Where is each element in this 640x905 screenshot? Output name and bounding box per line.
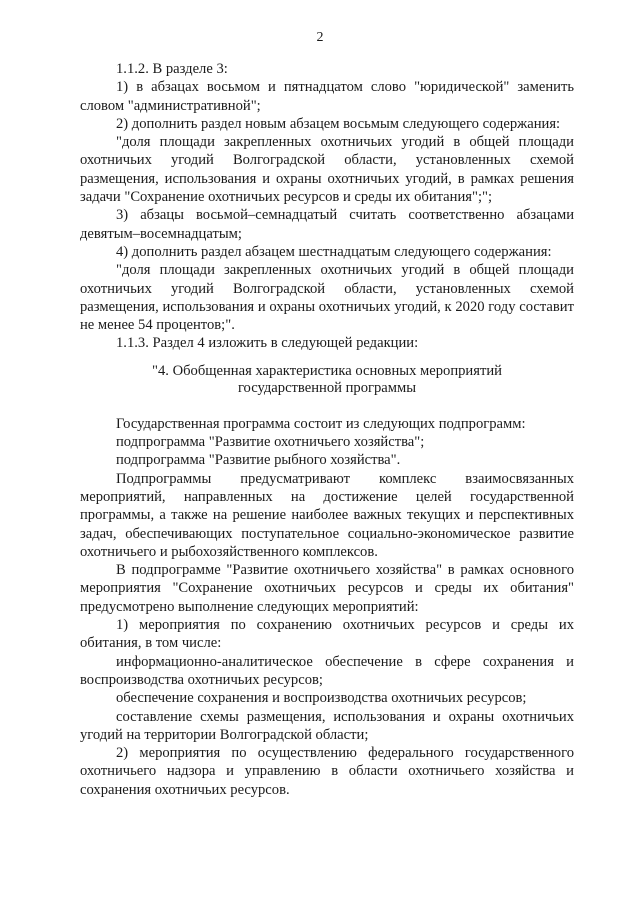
paragraph: 2) дополнить раздел новым абзацем восьмым следующего содержания:: [116, 115, 561, 132]
paragraph: информационно-аналитическое обеспечение в сфере сохранения и воспроизводства охотничьих ресурсов;: [80, 653, 574, 688]
quoted-paragraph: "доля площади закрепленных охотничьих угодий в общей площади охотничьих угодий Волгоградской области, установленных схемой размещения, использования и охраны охотничьих угодий, к 2020 году составит не менее 54 процентов;".: [80, 262, 574, 334]
paragraph: обеспечение сохранения и воспроизводства охотничьих ресурсов;: [116, 690, 527, 707]
section-heading-line: "4. Обобщенная характеристика основных мероприятий: [152, 362, 502, 379]
paragraph: подпрограмма "Развитие рыбного хозяйства".: [116, 452, 401, 469]
paragraph: подпрограмма "Развитие охотничьего хозяйства";: [116, 434, 425, 451]
paragraph: 3) абзацы восьмой–семнадцатый считать соответственно абзацами девятым–восемнадцатым;: [80, 207, 574, 242]
paragraph: Государственная программа состоит из следующих подпрограмм:: [116, 415, 526, 432]
paragraph: 1) в абзацах восьмом и пятнадцатом слово "юридической" заменить словом "административной";: [80, 79, 574, 114]
paragraph: 1.1.2. В разделе 3:: [116, 61, 228, 77]
paragraph: составление схемы размещения, использования и охраны охотничьих угодий на территории Волгоградской области;: [80, 708, 574, 743]
paragraph: 1.1.3. Раздел 4 изложить в следующей редакции:: [116, 335, 419, 352]
paragraph: Подпрограммы предусматривают комплекс взаимосвязанных мероприятий, направленных на достижение целей государственной программы, а также на решение наиболее важных текущих и перспективных задач, обеспечивающих поступательное социально-экономическое развитие охотничьего и рыбохозяйственного комплексов.: [80, 470, 574, 560]
paragraph: 2) мероприятия по осуществлению федерального государственного охотничьего надзора и управлению в области охотничьего хозяйства и сохранения охотничьих ресурсов.: [80, 745, 574, 798]
paragraph: В подпрограмме "Развитие охотничьего хозяйства" в рамках основного мероприятия "Сохранение охотничьих ресурсов и среды их обитания" предусмотрено выполнение следующих мероприятий:: [80, 562, 574, 615]
quoted-paragraph: "доля площади закрепленных охотничьих угодий в общей площади охотничьих угодий Волгоградской области, установленных схемой размещения, использования и охраны охотничьих угодий, в рамках решения задачи "Сохранение охотничьих ресурсов и среды их обитания";";: [80, 134, 574, 206]
paragraph: 4) дополнить раздел абзацем шестнадцатым следующего содержания:: [116, 243, 552, 260]
page-number: 2: [316, 30, 324, 45]
paragraph: 1) мероприятия по сохранению охотничьих ресурсов и среды их обитания, в том числе:: [80, 617, 574, 652]
section-heading-line: государственной программы: [237, 379, 417, 396]
section-heading: [80, 363, 574, 397]
document-body: [80, 60, 574, 799]
